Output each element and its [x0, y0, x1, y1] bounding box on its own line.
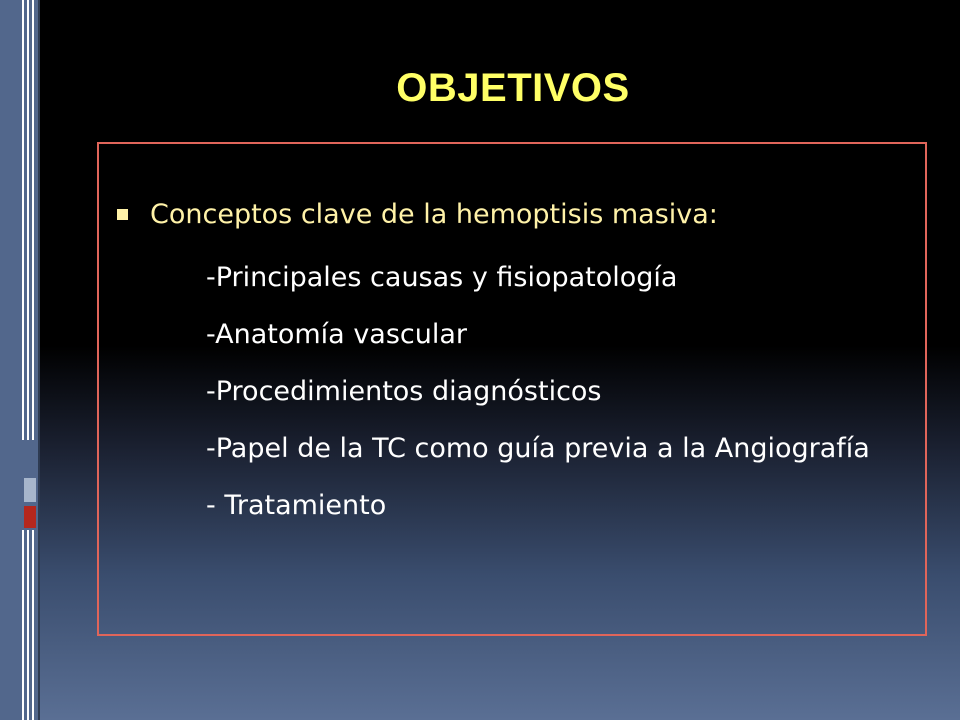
strip-line [32, 0, 34, 440]
content-box [97, 142, 927, 636]
square-bullet-icon [117, 209, 128, 220]
decorative-left-strip [0, 0, 38, 720]
bullet-text: Conceptos clave de la hemoptisis masiva: [150, 199, 718, 230]
sub-item-list [206, 260, 906, 545]
strip-line [27, 530, 29, 720]
bullet-item [117, 199, 718, 230]
slide-title: OBJETIVOS [396, 66, 630, 110]
strip-line [22, 530, 24, 720]
strip-block-light [24, 478, 36, 502]
sub-item-ct-role: -Papel de la TC como guía previa a la Angiografía [206, 433, 870, 464]
strip-divider [38, 0, 40, 720]
sub-item-causes: -Principales causas y fisiopatología [206, 262, 678, 293]
strip-line [27, 0, 29, 440]
strip-line [22, 0, 24, 440]
strip-block-red [24, 506, 36, 528]
sub-item-treatment: - Tratamiento [206, 490, 387, 521]
strip-line [32, 530, 34, 720]
sub-item-diagnostics: -Procedimientos diagnósticos [206, 376, 602, 407]
sub-item-anatomy: -Anatomía vascular [206, 319, 468, 350]
